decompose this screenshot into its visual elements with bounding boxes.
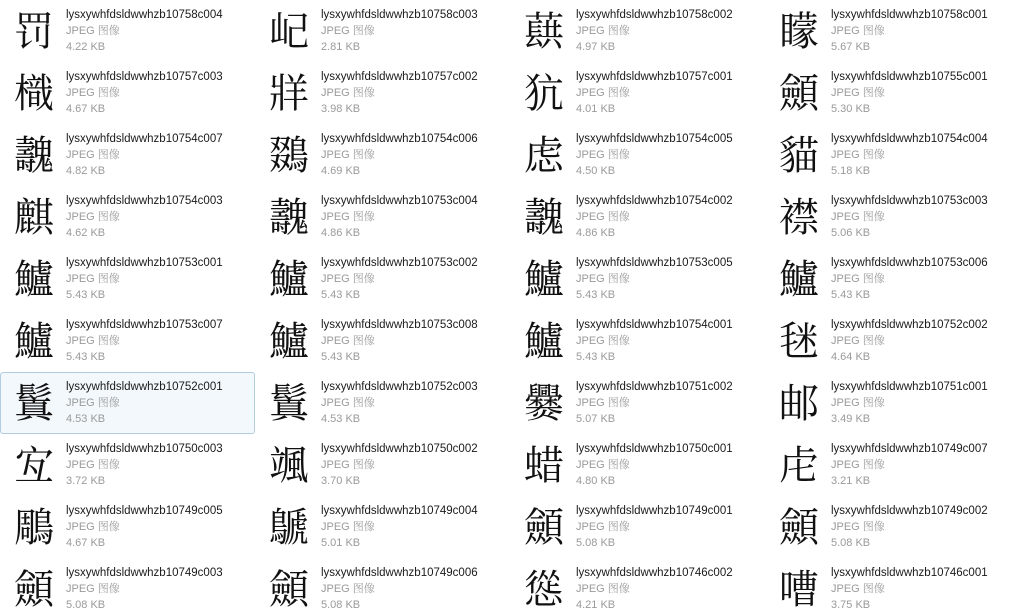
file-name: lysxywhfdsldwwhzb10753c001 xyxy=(66,257,223,269)
file-thumbnail-icon: 牂 xyxy=(269,71,309,117)
file-type: JPEG 图像 xyxy=(321,273,375,285)
file-thumbnail-icon: 鱸 xyxy=(779,257,819,303)
file-tile[interactable] xyxy=(0,558,255,616)
file-meta xyxy=(569,562,762,613)
file-thumbnail-icon: 罚 xyxy=(14,9,54,55)
file-thumbnail-icon: 蕻 xyxy=(524,9,564,55)
file-type: JPEG 图像 xyxy=(66,397,120,409)
file-size: 5.43 KB xyxy=(66,289,106,301)
file-name: lysxywhfdsldwwhzb10753c006 xyxy=(831,257,988,269)
file-thumbnail-icon: 邮 xyxy=(779,381,819,427)
file-tile[interactable] xyxy=(765,434,1020,496)
file-type: JPEG 图像 xyxy=(576,149,630,161)
file-type: JPEG 图像 xyxy=(66,521,120,533)
file-meta xyxy=(569,190,762,241)
file-tile[interactable] xyxy=(255,62,510,124)
file-meta xyxy=(569,252,762,303)
file-tile[interactable] xyxy=(0,0,255,62)
file-meta xyxy=(824,66,1017,117)
file-meta xyxy=(824,500,1017,551)
file-type: JPEG 图像 xyxy=(576,397,630,409)
file-thumbnail-icon: 顩 xyxy=(524,505,564,551)
file-thumbnail-icon: 襟 xyxy=(779,195,819,241)
file-tile[interactable] xyxy=(510,62,765,124)
file-size: 3.98 KB xyxy=(321,103,361,115)
file-name: lysxywhfdsldwwhzb10755c001 xyxy=(831,71,988,83)
file-type: JPEG 图像 xyxy=(576,583,630,595)
file-tile[interactable] xyxy=(255,310,510,372)
file-size: 5.43 KB xyxy=(321,351,361,363)
file-size: 4.21 KB xyxy=(576,599,616,611)
file-thumbnail-icon: 蜡 xyxy=(524,443,564,489)
file-type: JPEG 图像 xyxy=(831,459,885,471)
file-tile[interactable] xyxy=(510,496,765,558)
file-type: JPEG 图像 xyxy=(321,211,375,223)
file-size: 5.43 KB xyxy=(576,289,616,301)
file-meta xyxy=(314,252,507,303)
file-type: JPEG 图像 xyxy=(321,583,375,595)
file-name: lysxywhfdsldwwhzb10753c007 xyxy=(66,319,223,331)
file-type: JPEG 图像 xyxy=(576,211,630,223)
file-meta xyxy=(569,128,762,179)
file-meta xyxy=(59,4,252,55)
file-size: 4.86 KB xyxy=(576,227,616,239)
file-meta xyxy=(824,314,1017,365)
file-thumbnail-icon: 顩 xyxy=(14,567,54,613)
file-tile[interactable] xyxy=(510,186,765,248)
file-meta xyxy=(59,438,252,489)
file-thumbnail-icon: 顩 xyxy=(779,505,819,551)
file-type: JPEG 图像 xyxy=(831,397,885,409)
file-meta xyxy=(314,438,507,489)
file-type: JPEG 图像 xyxy=(576,335,630,347)
file-meta xyxy=(569,66,762,117)
file-type: JPEG 图像 xyxy=(66,335,120,347)
file-meta xyxy=(59,252,252,303)
file-meta xyxy=(824,252,1017,303)
file-meta xyxy=(314,4,507,55)
file-thumbnail-icon: 矇 xyxy=(779,9,819,55)
file-size: 4.86 KB xyxy=(321,227,361,239)
file-name: lysxywhfdsldwwhzb10753c003 xyxy=(831,195,988,207)
file-thumbnail-icon: 虑 xyxy=(524,133,564,179)
file-size: 2.81 KB xyxy=(321,41,361,53)
file-meta xyxy=(569,376,762,427)
file-size: 5.07 KB xyxy=(576,413,616,425)
file-type: JPEG 图像 xyxy=(831,521,885,533)
file-name: lysxywhfdsldwwhzb10749c007 xyxy=(831,443,988,455)
file-name: lysxywhfdsldwwhzb10746c002 xyxy=(576,567,733,579)
file-tile[interactable] xyxy=(765,496,1020,558)
file-type: JPEG 图像 xyxy=(831,211,885,223)
file-tile[interactable] xyxy=(765,124,1020,186)
file-thumbnail-icon: 嘈 xyxy=(779,567,819,613)
file-type: JPEG 图像 xyxy=(66,273,120,285)
file-size: 4.53 KB xyxy=(66,413,106,425)
file-tile[interactable] xyxy=(0,62,255,124)
file-size: 3.49 KB xyxy=(831,413,871,425)
file-thumbnail-icon: 鱸 xyxy=(14,319,54,365)
file-tile[interactable] xyxy=(255,186,510,248)
file-thumbnail-icon: 鵰 xyxy=(14,505,54,551)
file-tile[interactable] xyxy=(510,434,765,496)
file-tile[interactable] xyxy=(0,372,255,434)
file-tile[interactable] xyxy=(0,248,255,310)
file-thumbnail-icon: 毩 xyxy=(779,319,819,365)
file-thumbnail-icon: 鬒 xyxy=(269,381,309,427)
file-name: lysxywhfdsldwwhzb10754c006 xyxy=(321,133,478,145)
file-thumbnail-icon: 鷈 xyxy=(269,505,309,551)
file-name: lysxywhfdsldwwhzb10758c002 xyxy=(576,9,733,21)
file-type: JPEG 图像 xyxy=(321,25,375,37)
file-name: lysxywhfdsldwwhzb10758c001 xyxy=(831,9,988,21)
file-thumbnail-icon: 鵽 xyxy=(269,133,309,179)
file-meta xyxy=(824,190,1017,241)
file-name: lysxywhfdsldwwhzb10751c001 xyxy=(831,381,988,393)
file-meta xyxy=(314,66,507,117)
file-thumbnail-icon: 鬒 xyxy=(14,381,54,427)
file-name: lysxywhfdsldwwhzb10754c002 xyxy=(576,195,733,207)
file-tile[interactable] xyxy=(0,496,255,558)
file-name: lysxywhfdsldwwhzb10749c006 xyxy=(321,567,478,579)
file-size: 4.53 KB xyxy=(321,413,361,425)
file-size: 3.72 KB xyxy=(66,475,106,487)
file-meta xyxy=(824,128,1017,179)
file-size: 5.43 KB xyxy=(576,351,616,363)
file-name: lysxywhfdsldwwhzb10757c001 xyxy=(576,71,733,83)
file-tile[interactable] xyxy=(510,248,765,310)
file-name: lysxywhfdsldwwhzb10757c002 xyxy=(321,71,478,83)
file-size: 4.82 KB xyxy=(66,165,106,177)
file-name: lysxywhfdsldwwhzb10758c004 xyxy=(66,9,223,21)
file-type: JPEG 图像 xyxy=(66,459,120,471)
file-name: lysxywhfdsldwwhzb10749c005 xyxy=(66,505,223,517)
file-size: 5.08 KB xyxy=(576,537,616,549)
file-size: 5.43 KB xyxy=(831,289,871,301)
file-size: 5.18 KB xyxy=(831,165,871,177)
file-name: lysxywhfdsldwwhzb10749c001 xyxy=(576,505,733,517)
file-size: 4.50 KB xyxy=(576,165,616,177)
file-type: JPEG 图像 xyxy=(576,459,630,471)
file-name: lysxywhfdsldwwhzb10753c002 xyxy=(321,257,478,269)
file-tile[interactable] xyxy=(0,434,255,496)
file-size: 5.08 KB xyxy=(321,599,361,611)
file-name: lysxywhfdsldwwhzb10754c007 xyxy=(66,133,223,145)
file-meta xyxy=(569,4,762,55)
file-name: lysxywhfdsldwwhzb10752c001 xyxy=(66,381,223,393)
file-name: lysxywhfdsldwwhzb10754c004 xyxy=(831,133,988,145)
file-meta xyxy=(59,128,252,179)
file-type: JPEG 图像 xyxy=(576,273,630,285)
file-tile[interactable] xyxy=(510,372,765,434)
file-name: lysxywhfdsldwwhzb10753c005 xyxy=(576,257,733,269)
file-thumbnail-icon: 魗 xyxy=(14,133,54,179)
file-meta xyxy=(59,314,252,365)
file-type: JPEG 图像 xyxy=(66,149,120,161)
file-meta xyxy=(569,500,762,551)
file-size: 5.06 KB xyxy=(831,227,871,239)
file-thumbnail-icon: 爨 xyxy=(524,381,564,427)
file-size: 3.21 KB xyxy=(831,475,871,487)
file-size: 4.67 KB xyxy=(66,103,106,115)
file-type: JPEG 图像 xyxy=(576,521,630,533)
file-thumbnail-icon: 鱸 xyxy=(269,257,309,303)
file-thumbnail-icon: 宐 xyxy=(14,443,54,489)
file-type: JPEG 图像 xyxy=(831,583,885,595)
file-type: JPEG 图像 xyxy=(576,87,630,99)
file-name: lysxywhfdsldwwhzb10754c001 xyxy=(576,319,733,331)
file-type: JPEG 图像 xyxy=(831,87,885,99)
file-tile[interactable] xyxy=(255,434,510,496)
file-type: JPEG 图像 xyxy=(831,335,885,347)
file-tile[interactable] xyxy=(510,124,765,186)
file-tile[interactable] xyxy=(255,124,510,186)
file-type: JPEG 图像 xyxy=(831,273,885,285)
file-tile[interactable] xyxy=(255,0,510,62)
file-size: 4.67 KB xyxy=(66,537,106,549)
file-name: lysxywhfdsldwwhzb10750c003 xyxy=(66,443,223,455)
file-meta xyxy=(59,190,252,241)
file-meta xyxy=(824,376,1017,427)
file-size: 4.80 KB xyxy=(576,475,616,487)
file-name: lysxywhfdsldwwhzb10751c002 xyxy=(576,381,733,393)
file-name: lysxywhfdsldwwhzb10746c001 xyxy=(831,567,988,579)
file-thumbnail-icon: 虍 xyxy=(779,443,819,489)
file-meta xyxy=(314,376,507,427)
file-thumbnail-icon: 鱸 xyxy=(14,257,54,303)
file-type: JPEG 图像 xyxy=(321,459,375,471)
file-size: 3.70 KB xyxy=(321,475,361,487)
file-name: lysxywhfdsldwwhzb10749c002 xyxy=(831,505,988,517)
file-size: 5.08 KB xyxy=(831,537,871,549)
file-type: JPEG 图像 xyxy=(576,25,630,37)
file-type: JPEG 图像 xyxy=(321,149,375,161)
file-type: JPEG 图像 xyxy=(66,87,120,99)
file-tile[interactable] xyxy=(510,0,765,62)
file-thumbnail-icon: 貓 xyxy=(779,133,819,179)
file-tile[interactable] xyxy=(255,248,510,310)
file-size: 5.30 KB xyxy=(831,103,871,115)
file-size: 5.43 KB xyxy=(66,351,106,363)
file-meta xyxy=(314,314,507,365)
file-name: lysxywhfdsldwwhzb10758c003 xyxy=(321,9,478,21)
file-meta xyxy=(314,562,507,613)
file-meta xyxy=(314,128,507,179)
file-meta xyxy=(824,4,1017,55)
file-thumbnail-icon: 顩 xyxy=(269,567,309,613)
file-tile[interactable] xyxy=(765,310,1020,372)
file-thumbnail-icon: 鱸 xyxy=(524,319,564,365)
file-size: 5.08 KB xyxy=(66,599,106,611)
file-thumbnail-icon: 屺 xyxy=(269,9,309,55)
file-type: JPEG 图像 xyxy=(66,25,120,37)
file-type: JPEG 图像 xyxy=(321,87,375,99)
file-type: JPEG 图像 xyxy=(831,149,885,161)
file-meta xyxy=(824,438,1017,489)
file-size: 5.43 KB xyxy=(321,289,361,301)
file-meta xyxy=(569,438,762,489)
file-size: 4.01 KB xyxy=(576,103,616,115)
file-type: JPEG 图像 xyxy=(321,521,375,533)
file-tile[interactable] xyxy=(765,186,1020,248)
file-tile[interactable] xyxy=(765,0,1020,62)
file-tile[interactable] xyxy=(255,496,510,558)
file-tile[interactable] xyxy=(510,310,765,372)
file-name: lysxywhfdsldwwhzb10750c002 xyxy=(321,443,478,455)
file-meta xyxy=(314,500,507,551)
file-size: 4.62 KB xyxy=(66,227,106,239)
file-tile[interactable] xyxy=(510,558,765,616)
file-meta xyxy=(59,66,252,117)
file-tile[interactable] xyxy=(0,186,255,248)
file-thumbnail-icon: 鱸 xyxy=(524,257,564,303)
file-size: 4.22 KB xyxy=(66,41,106,53)
file-name: lysxywhfdsldwwhzb10749c004 xyxy=(321,505,478,517)
file-size: 5.01 KB xyxy=(321,537,361,549)
file-size: 5.67 KB xyxy=(831,41,871,53)
file-thumbnail-icon: 顩 xyxy=(779,71,819,117)
file-type: JPEG 图像 xyxy=(321,335,375,347)
file-thumbnail-icon: 麒 xyxy=(14,195,54,241)
file-name: lysxywhfdsldwwhzb10752c002 xyxy=(831,319,988,331)
file-thumbnail-icon: 樴 xyxy=(14,71,54,117)
file-thumbnail-icon: 犺 xyxy=(524,71,564,117)
file-thumbnail-icon: 魗 xyxy=(269,195,309,241)
file-tile[interactable] xyxy=(255,558,510,616)
file-size: 3.75 KB xyxy=(831,599,871,611)
file-meta xyxy=(59,562,252,613)
file-tile[interactable] xyxy=(765,248,1020,310)
file-tile[interactable] xyxy=(0,310,255,372)
file-name: lysxywhfdsldwwhzb10752c003 xyxy=(321,381,478,393)
file-size: 4.64 KB xyxy=(831,351,871,363)
file-type: JPEG 图像 xyxy=(66,211,120,223)
file-name: lysxywhfdsldwwhzb10750c001 xyxy=(576,443,733,455)
file-meta xyxy=(824,562,1017,613)
file-name: lysxywhfdsldwwhzb10754c003 xyxy=(66,195,223,207)
file-tile[interactable] xyxy=(765,558,1020,616)
file-size: 4.97 KB xyxy=(576,41,616,53)
file-thumbnail-icon: 颯 xyxy=(269,443,309,489)
file-type: JPEG 图像 xyxy=(66,583,120,595)
file-name: lysxywhfdsldwwhzb10753c008 xyxy=(321,319,478,331)
file-meta xyxy=(569,314,762,365)
file-meta xyxy=(59,376,252,427)
file-thumbnail-icon: 鱸 xyxy=(269,319,309,365)
file-type: JPEG 图像 xyxy=(321,397,375,409)
file-tile[interactable] xyxy=(255,372,510,434)
file-tile[interactable] xyxy=(765,372,1020,434)
file-thumbnail-icon: 魗 xyxy=(524,195,564,241)
file-tile[interactable] xyxy=(765,62,1020,124)
file-size: 4.69 KB xyxy=(321,165,361,177)
file-name: lysxywhfdsldwwhzb10757c003 xyxy=(66,71,223,83)
file-meta xyxy=(314,190,507,241)
file-name: lysxywhfdsldwwhzb10749c003 xyxy=(66,567,223,579)
file-name: lysxywhfdsldwwhzb10753c004 xyxy=(321,195,478,207)
file-tile[interactable] xyxy=(0,124,255,186)
file-meta xyxy=(59,500,252,551)
file-name: lysxywhfdsldwwhzb10754c005 xyxy=(576,133,733,145)
file-type: JPEG 图像 xyxy=(831,25,885,37)
file-thumbnail-icon: 慫 xyxy=(524,567,564,613)
